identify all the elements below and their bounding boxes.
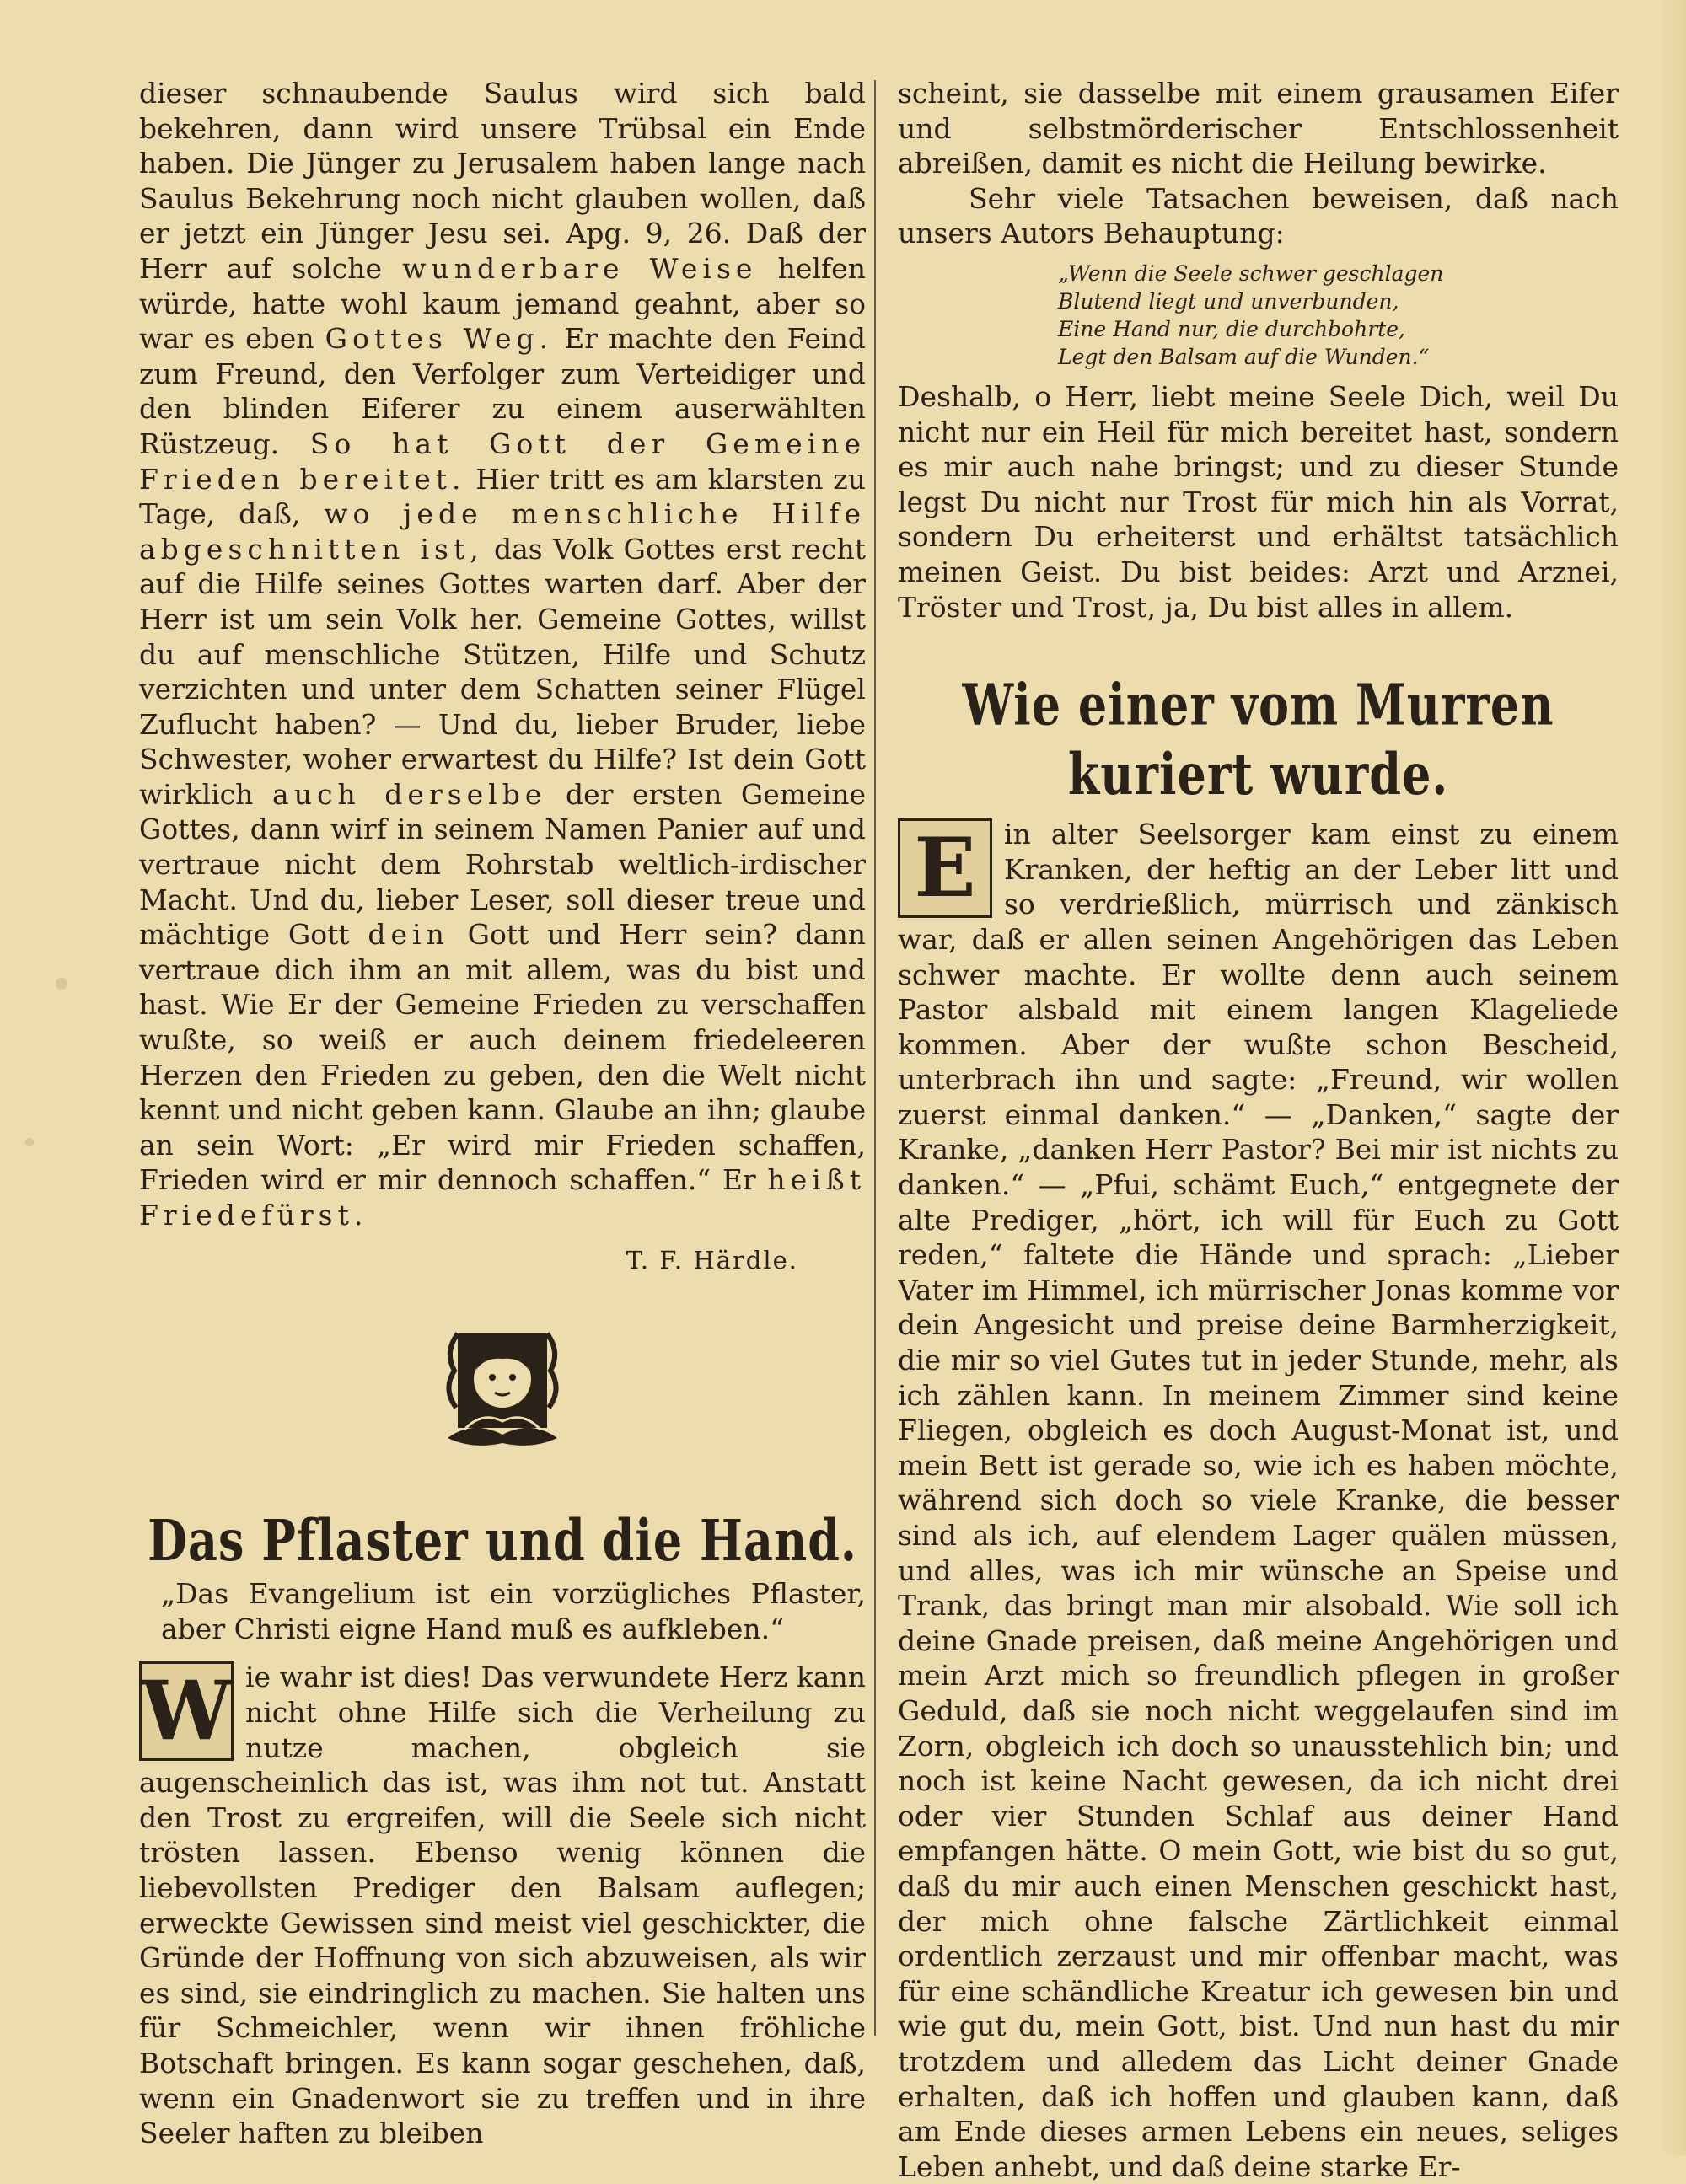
poem-line: „Wenn die Seele schwer geschlagen (1058, 260, 1444, 286)
text-run: Er machte den Feind zum Freund, den Verfolger zum Verteidiger und den blinden Eiferer zu einem auserwählten Rüstzeug. (139, 322, 866, 460)
paper-stain (25, 1138, 34, 1146)
article-body (139, 1660, 866, 2150)
emphasis-run: auch derselbe (272, 777, 547, 811)
paper-stain (56, 978, 67, 990)
text-run: Hier tritt es am klarsten zu Tage, daß, (139, 462, 866, 531)
poem-line: Eine Hand nur, die durchbohrte, (1058, 316, 1405, 341)
ornament-vignette (139, 1327, 866, 1453)
drop-capital: E (898, 818, 992, 918)
text-run: dieser schnaubende Saulus wird sich bald bekehren, dann wird unsere Trübsal ein Ende haben. Die Jünger zu Jerusalem haben lange nach Saulus Bekehrung noch nicht glauben wollen, daß er jetzt ein Jünger Jesu sei. Apg. 9, 26. Daß der Herr auf solche (139, 77, 866, 285)
article-continuation: scheint, sie dasselbe mit einem grausamen Eifer und selbstmörderischer Entschlossenheit abreißen, damit es nicht die Heilung bewirke. (898, 77, 1619, 180)
article-motto: „Das Evangelium ist ein vorzügliches Pflaster, aber Christi eigne Hand muß es aufkleben.“ (161, 1577, 866, 1645)
emphasis-run: wo jede menschliche Hilfe abgeschnitten ist, (139, 497, 866, 566)
emphasis-run: wunderbare Weise (402, 251, 758, 285)
article-body (898, 817, 1619, 2184)
column-divider (874, 80, 876, 2036)
right-column (898, 76, 1619, 2184)
text-run: ie wahr ist dies! Das verwundete Herz kann nicht ohne Hilfe sich die Verheilung zu nutze machen, obgleich sie augenscheinlich das ist, was ihm not tut. Anstatt den Trost zu ergreifen, will die Seele sich nicht trösten lassen. Ebenso wenig können die liebevollsten Prediger den Balsam auflegen; erweckte Gewissen sind meist viel geschickter, die Gründe der Hoffnung von sich abzuweisen, als wir es sind, sie eindringlich zu machen. Sie halten uns für Schmeichler, wenn wir ihnen fröhliche Botschaft bringen. Es kann sogar geschehen, daß, wenn ein Gnadenwort sie zu treffen und in ihre Seeler haften zu bleiben (139, 1661, 866, 2150)
emphasis-run: So hat Gott der Gemeine Frieden bereitet. (139, 427, 866, 496)
article-headline: Das Pflaster und die Hand. (148, 1506, 857, 1575)
text-run: das Volk Gottes erst recht auf die Hilfe seines Gottes warten darf. Aber der Herr ist um sein Volk her. Gemeine Gottes, willst du auf menschliche Stützen, Hilfe und Schutz verzichten und unter dem Schatten seiner Flügel Zuflucht haben? — Und du, lieber Bruder, liebe Schwester, woher erwartest du Hilfe? Ist dein Gott wirklich (139, 532, 866, 811)
article-headline: Wie einer vom Murren kuriert wurde. (962, 670, 1554, 808)
poem-quote (1058, 260, 1619, 371)
text-run: helfen würde, hatte wohl kaum jemand geahnt, aber so war es eben (139, 251, 866, 356)
cherub-head-icon (439, 1327, 566, 1453)
text-run: Gott und Herr sein? dann vertraue dich ihm an mit allem, was du bist und hast. Wie Er der Gemeine Frieden zu verschaffen wußte, so weiß er auch deinem friedeleeren Herzen den Frieden zu geben, den die Welt nicht kennt und nicht geben kann. Glaube an ihn; glaube an sein Wort: „Er wird mir Frieden schaffen, Frieden wird er mir dennoch schaffen.“ Er (139, 918, 866, 1197)
page-edge (1661, 0, 1686, 2155)
emphasis-run: dein (368, 918, 449, 952)
text-run: der ersten Gemeine Gottes, dann wirf in seinem Namen Panier auf und vertraue nicht dem Rohrstab weltlich-irdischer Macht. Und du, lieber Leser, soll dieser treue und mächtige Gott (139, 777, 866, 952)
article-paragraph: Sehr viele Tatsachen beweisen, daß nach unsers Autors Behauptung: (898, 181, 1619, 250)
emphasis-run: Gottes Weg. (325, 322, 554, 356)
text-run: in alter Seelsorger kam einst zu einem Kranken, der heftig an der Leber litt und so verdrießlich, mürrisch und zänkisch war, daß er allen seinen Angehörigen das Leben schwer machte. Er wollte denn auch seinem Pastor alsbald mit einem langen Klageliede kommen. Aber der wußte schon Bescheid, unterbrach ihn und sagte: „Freund, wir wollen zuerst einmal danken.“ — „Danken,“ sagte der Kranke, „danken Herr Pastor? Bei mir ist nichts zu danken.“ — „Pfui, schämt Euch,“ entgegnete der alte Prediger, „hört, ich will für Euch zu Gott reden,“ faltete die Hände und sprach: „Lieber Vater im Himmel, ich mürrischer Jonas komme vor dein Angesicht und preise deine Barmherzigkeit, die mir so viel Gutes tut in jeder Stunde, mehr, als ich zählen kann. In meinem Zimmer sind keine Fliegen, obgleich es doch August-Monat ist, und mein Bett ist gerade so, wie ich es haben möchte, während sich doch so viele Kranke, die besser sind als ich, auf elendem Lager quälen müssen, und alles, was ich mir wünsche an Speise und Trank, das bringt man mir alsobald. Wie soll ich deine Gnade preisen, daß meine Angehörigen und mein Arzt mich so freundlich pflegen in großer Geduld, daß sie noch nicht weggelaufen sind im Zorn, obgleich ich doch so unausstehlich bin; und noch ist keine Nacht gewesen, da ich nicht drei oder vier Stunden Schlaf aus deiner Hand empfangen hätte. O mein Gott, wie bist du so gut, daß du mir auch einen Menschen geschickt hast, der mich ohne falsche Zärtlichkeit einmal ordentlich zerzaust und mir offenbar macht, was für eine schändliche Kreatur ich gewesen bin und wie gut du, mein Gott, bist. Und nun hast du mir trotzdem und alledem das Licht deiner Gnade erhalten, daß ich hoffen und glauben kann, daß am Ende dieses armen Lebens ein neues, seliges Leben anhebt, und daß deine starke Er- (898, 818, 1619, 2183)
drop-capital: W (139, 1661, 234, 1761)
poem-line: Legt den Balsam auf die Wunden.“ (1058, 344, 1430, 369)
author-signature: T. F. Härdle. (626, 1245, 798, 1274)
article-continuation (139, 76, 866, 1233)
left-column (139, 76, 866, 2151)
emphasis-run: heißt Friedefürst. (139, 1163, 866, 1232)
article-paragraph: Deshalb, o Herr, liebt meine Seele Dich, weil Du nicht nur ein Heil für mich bereitet hast, sondern es mir auch nahe bringst; und zu dieser Stunde legst Du nicht nur Trost für mich hin als Vorrat, sondern Du erheiterst und erhältst tatsächlich meinen Geist. Du bist beides: Arzt und Arznei, Tröster und Trost, ja, Du bist alles in allem. (898, 379, 1619, 624)
poem-line: Blutend liegt und unverbunden, (1058, 288, 1399, 314)
